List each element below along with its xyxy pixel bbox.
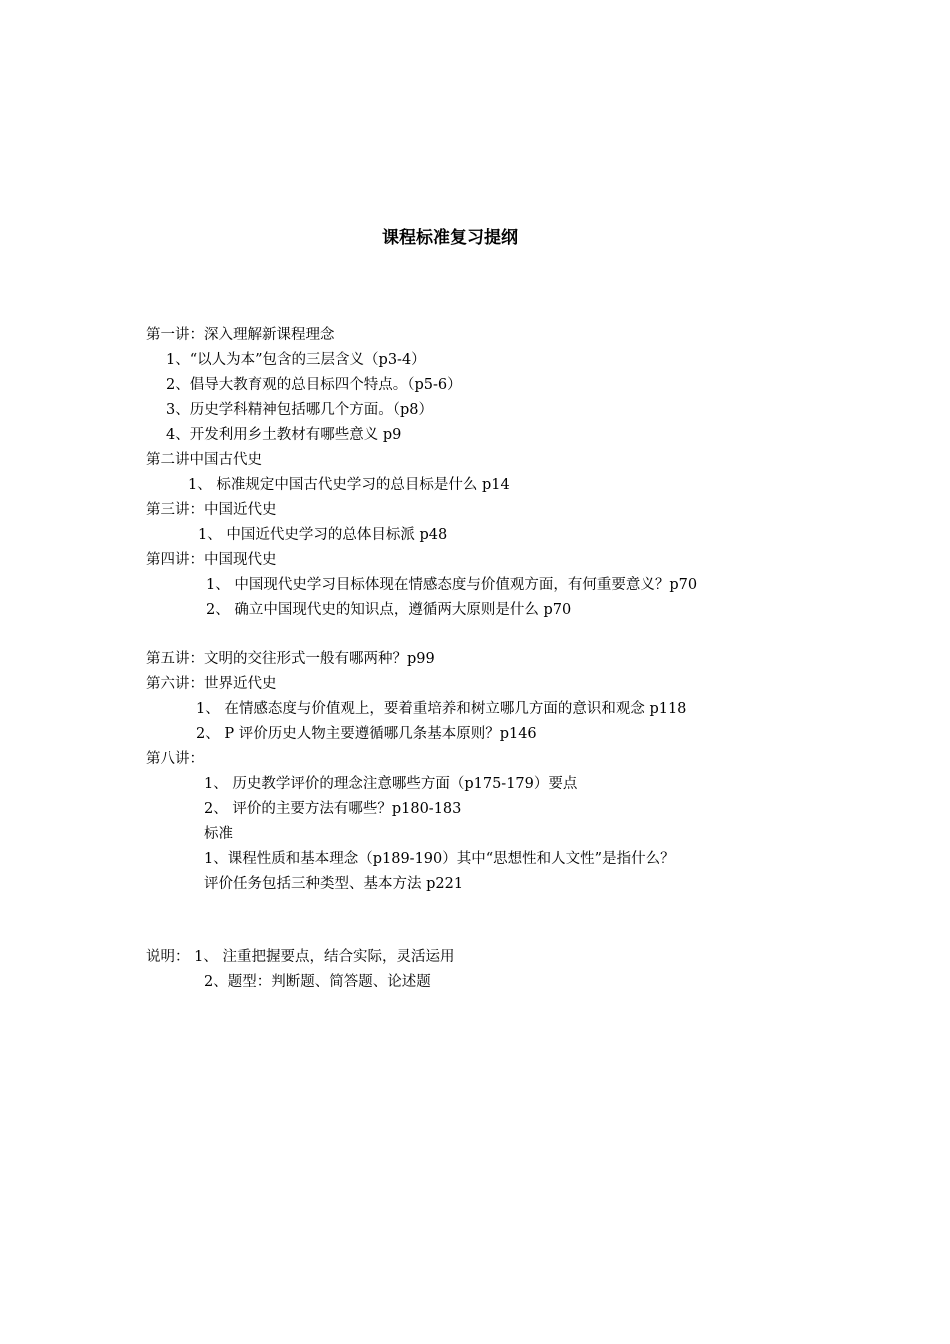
standard-item-2: 评价任务包括三种类型、基本方法 p221 <box>204 876 464 892</box>
lecture-5-heading: 第五讲：文明的交往形式一般有哪两种？p99 <box>146 651 435 667</box>
lecture-2-heading: 第二讲中国古代史 <box>146 452 262 468</box>
lecture-6-item-1: 1、 在情感态度与价值观上，要着重培养和树立哪几方面的意识和观念 p118 <box>196 701 687 717</box>
lecture-1-item-2: 2、倡导大教育观的总目标四个特点。（p5-6） <box>166 377 462 393</box>
notes-item-1: 说明： 1、 注重把握要点，结合实际，灵活运用 <box>146 949 455 965</box>
lecture-2-item-1: 1、 标准规定中国古代史学习的总目标是什么 p14 <box>188 477 510 493</box>
lecture-3-item-1: 1、 中国近代史学习的总体目标派 p48 <box>198 527 448 543</box>
lecture-1-item-3: 3、历史学科精神包括哪几个方面。（p8） <box>166 402 433 418</box>
lecture-6-heading: 第六讲：世界近代史 <box>146 676 277 692</box>
lecture-8-item-1: 1、 历史教学评价的理念注意哪些方面（p175-179）要点 <box>204 776 578 792</box>
page-title: 课程标准复习提纲 <box>382 228 518 248</box>
lecture-4-item-2: 2、 确立中国现代史的知识点，遵循两大原则是什么 p70 <box>206 602 572 618</box>
lecture-4-item-1: 1、 中国现代史学习目标体现在情感态度与价值观方面，有何重要意义？p70 <box>206 577 698 593</box>
standard-item-1: 1、课程性质和基本理念（p189-190）其中“思想性和人文性”是指什么？ <box>204 851 675 867</box>
lecture-1-item-1: 1、“以人为本”包含的三层含义（p3-4） <box>166 352 426 368</box>
lecture-8-item-2: 2、 评价的主要方法有哪些？p180-183 <box>204 801 462 817</box>
notes-item-2: 2、题型：判断题、简答题、论述题 <box>204 974 431 990</box>
lecture-3-heading: 第三讲：中国近代史 <box>146 502 277 518</box>
standard-heading: 标准 <box>204 826 233 842</box>
lecture-8-heading: 第八讲： <box>146 751 204 767</box>
lecture-1-heading: 第一讲：深入理解新课程理念 <box>146 327 335 343</box>
lecture-4-heading: 第四讲：中国现代史 <box>146 552 277 568</box>
lecture-1-item-4: 4、开发利用乡土教材有哪些意义 p9 <box>166 427 402 443</box>
lecture-6-item-2: 2、 P 评价历史人物主要遵循哪几条基本原则？p146 <box>196 726 537 742</box>
